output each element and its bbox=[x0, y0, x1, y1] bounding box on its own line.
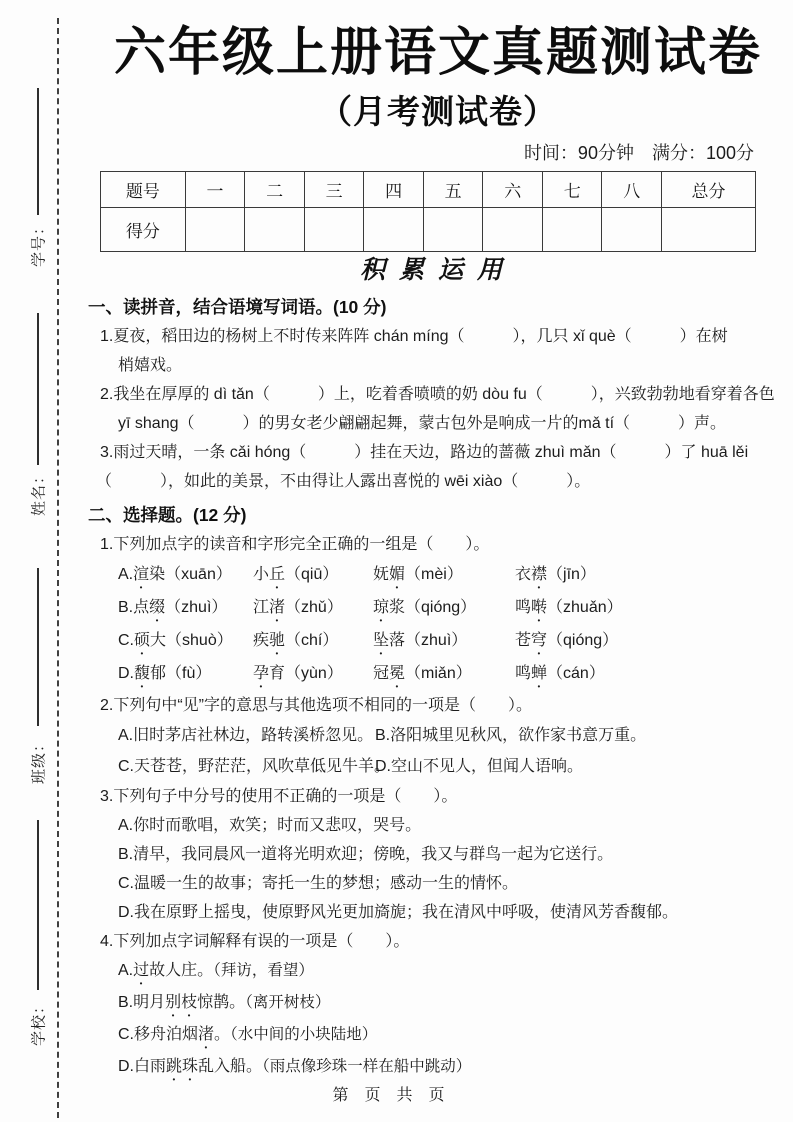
score-table-header-cell: 四 bbox=[364, 172, 424, 208]
option-cell bbox=[253, 658, 373, 691]
option-line: D.我在原野上摇曳，使原野风光更加旖旎；我在清风中呼吸，使清风芳香馥郁。 bbox=[118, 904, 679, 921]
option-line: A.旧时茅店社林边，路转溪桥忽见。 bbox=[118, 727, 374, 744]
score-blank-cell bbox=[423, 208, 483, 252]
question-line: 3.雨过天晴，一条 cǎi hóng（ ）挂在天边，路边的蔷薇 zhuì mǎn（ ）了 huā lěi bbox=[100, 444, 749, 461]
option-line bbox=[88, 1052, 788, 1084]
text-segment: （chí） bbox=[285, 632, 339, 649]
class-fill-line bbox=[37, 568, 39, 726]
score-blank-cell bbox=[185, 208, 245, 252]
score-blank-cell bbox=[483, 208, 543, 252]
score-table-header-row bbox=[101, 172, 756, 208]
option-line: A.你时而歌唱，欢笑；时而又悲叹，哭号。 bbox=[118, 817, 422, 834]
option-cell bbox=[253, 559, 373, 592]
question-stem: 2.下列句中“见”字的意思与其他选项不相同的一项是（ ）。 bbox=[100, 697, 533, 714]
option-line bbox=[88, 1020, 788, 1052]
option-line: D.空山不见人，但闻人语响。 bbox=[375, 758, 584, 775]
score-blank-cell bbox=[304, 208, 364, 252]
option-cell bbox=[515, 658, 788, 691]
dotted-char: 渲 bbox=[133, 566, 150, 583]
text-segment: 大（shuò） bbox=[150, 632, 233, 649]
dotted-char: 硕 bbox=[134, 632, 151, 649]
text-segment: A. bbox=[118, 962, 134, 979]
dotted-char: 坠 bbox=[373, 632, 390, 649]
text-segment: 落（zhuì） bbox=[389, 632, 468, 649]
score-table-header-cell: 七 bbox=[542, 172, 602, 208]
dotted-char: 缀 bbox=[149, 599, 166, 616]
option-cell bbox=[253, 592, 373, 625]
score-blank-cell bbox=[542, 208, 602, 252]
name-fill-line bbox=[37, 313, 39, 465]
question-line: 2.我坐在厚厚的 dì tǎn（ ）上，吃着香喷喷的奶 dòu fu（ ），兴致勃勃地看穿着各色 bbox=[100, 386, 775, 403]
score-table-header-cell: 六 bbox=[483, 172, 543, 208]
option-cell bbox=[373, 625, 515, 658]
question-stem: 4.下列加点字词解释有误的一项是（ ）。 bbox=[100, 933, 410, 950]
dotted-char: 襟 bbox=[531, 566, 548, 583]
score-table-score-row bbox=[101, 208, 756, 252]
option-cell bbox=[118, 559, 253, 592]
page-footer: 第页共页 bbox=[332, 1087, 461, 1104]
dotted-char: 过 bbox=[133, 962, 150, 979]
text-segment: 育（yùn） bbox=[269, 665, 343, 682]
text-segment: 浆（qióng） bbox=[389, 599, 477, 616]
question-stem: 1.下列加点字的读音和字形完全正确的一组是（ ）。 bbox=[100, 536, 490, 553]
dotted-char: 穹 bbox=[531, 632, 548, 649]
score-table-header-cell: 一 bbox=[185, 172, 245, 208]
q1-options-grid bbox=[118, 559, 788, 691]
section1-heading: 一、读拼音，结合语境写词语。(10 分) bbox=[88, 297, 387, 317]
text-segment: （zhǔ） bbox=[285, 599, 343, 616]
text-segment: 衣 bbox=[515, 566, 532, 583]
exam-title: 六年级上册语文真题测试卷 bbox=[113, 24, 762, 82]
option-cell bbox=[253, 625, 373, 658]
time-score-info: 时间：90分钟 满分：100分 bbox=[523, 143, 754, 163]
text-segment: （qióng） bbox=[547, 632, 619, 649]
text-segment: D.白雨 bbox=[118, 1058, 167, 1075]
dotted-char: 跳珠 bbox=[166, 1058, 199, 1075]
option-cell bbox=[118, 625, 253, 658]
option-cell bbox=[373, 592, 515, 625]
text-segment: （zhuǎn） bbox=[547, 599, 623, 616]
student-id-fill-line bbox=[37, 88, 39, 215]
text-segment: （miǎn） bbox=[405, 665, 472, 682]
text-segment: 冠 bbox=[373, 665, 390, 682]
exam-subtitle: （月考测试卷） bbox=[319, 93, 557, 130]
score-blank-cell bbox=[364, 208, 424, 252]
score-table bbox=[100, 171, 756, 252]
option-line: B.清早，我同晨风一道将光明欢迎；傍晚，我又与群鸟一起为它送行。 bbox=[118, 846, 614, 863]
option-line: C.天苍苍，野茫茫，风吹草低见牛羊。 bbox=[118, 758, 391, 775]
text-segment: C. bbox=[118, 632, 134, 649]
q2-options-grid bbox=[118, 720, 788, 782]
score-blank-cell bbox=[602, 208, 662, 252]
text-segment: 郁（fù） bbox=[150, 665, 212, 682]
binding-dashed-line bbox=[57, 18, 59, 1118]
score-row-label: 得分 bbox=[101, 208, 186, 252]
name-label: 姓名： bbox=[30, 467, 48, 517]
dotted-char: 啭 bbox=[531, 599, 548, 616]
option-line bbox=[88, 956, 788, 988]
text-segment: B.点 bbox=[118, 599, 150, 616]
text-segment: 乱入船。 bbox=[198, 1058, 263, 1075]
dotted-char: 馥 bbox=[134, 665, 151, 682]
option-cell bbox=[515, 625, 788, 658]
score-table-header-cell: 总分 bbox=[662, 172, 756, 208]
text-segment: 鸣 bbox=[515, 665, 532, 682]
dotted-char: 丘 bbox=[269, 566, 286, 583]
score-table-header-cell: 二 bbox=[245, 172, 305, 208]
student-id-label: 学号： bbox=[30, 218, 48, 268]
score-blank-cell bbox=[662, 208, 756, 252]
continuation-line: （ ），如此的美景，不由得让人露出喜悦的 wēi xiào（ ）。 bbox=[96, 473, 591, 490]
score-table-header-cell: 题号 bbox=[101, 172, 186, 208]
text-segment: 。 bbox=[214, 1026, 231, 1043]
text-segment: A. bbox=[118, 566, 134, 583]
class-label: 班级： bbox=[30, 735, 48, 785]
dotted-char: 媚 bbox=[389, 566, 406, 583]
option-cell bbox=[118, 658, 253, 691]
dotted-char: 孕 bbox=[253, 665, 270, 682]
score-table-header-cell: 五 bbox=[423, 172, 483, 208]
text-segment: （mèi） bbox=[405, 566, 463, 583]
score-blank-cell bbox=[245, 208, 305, 252]
continuation-line: 梢嬉戏。 bbox=[118, 357, 183, 374]
text-segment: C.移舟泊烟 bbox=[118, 1026, 199, 1043]
school-label: 学校： bbox=[30, 997, 48, 1047]
continuation-line: yī shang（ ）的男女老少翩翩起舞，蒙古包外是响成一片的mǎ tí（ ）声。 bbox=[118, 415, 727, 432]
score-table-header-cell: 八 bbox=[602, 172, 662, 208]
option-line bbox=[88, 988, 788, 1020]
option-cell bbox=[373, 559, 515, 592]
option-line: C.温暖一生的故事；寄托一生的梦想；感动一生的情怀。 bbox=[118, 875, 519, 892]
school-fill-line bbox=[37, 820, 39, 990]
option-cell bbox=[373, 658, 515, 691]
text-segment: 妩 bbox=[373, 566, 390, 583]
option-cell bbox=[515, 592, 788, 625]
text-segment: B.明月 bbox=[118, 994, 166, 1011]
option-cell bbox=[118, 592, 253, 625]
text-segment: （cán） bbox=[547, 665, 605, 682]
text-segment: （zhuì） bbox=[165, 599, 228, 616]
score-table-header-cell: 三 bbox=[304, 172, 364, 208]
text-segment: 鸣 bbox=[515, 599, 532, 616]
text-segment: （jīn） bbox=[547, 566, 596, 583]
text-segment: D. bbox=[118, 665, 134, 682]
text-segment: 染（xuān） bbox=[149, 566, 232, 583]
dotted-char: 渚 bbox=[198, 1026, 215, 1043]
dotted-char: 蝉 bbox=[531, 665, 548, 682]
dotted-char: 琼 bbox=[373, 599, 390, 616]
text-segment: （水中间的小块陆地） bbox=[230, 1026, 378, 1043]
text-segment: 故人庄。 bbox=[149, 962, 214, 979]
text-segment: 苍 bbox=[515, 632, 532, 649]
question-line: 1.夏夜，稻田边的杨树上不时传来阵阵 chán míng（ ），几只 xǐ què（ ）在树 bbox=[100, 328, 728, 345]
question-stem: 3.下列句子中分号的使用不正确的一项是（ ）。 bbox=[100, 788, 458, 805]
text-segment: 小 bbox=[253, 566, 270, 583]
exam-content bbox=[88, 0, 788, 1084]
text-segment: 疾 bbox=[253, 632, 270, 649]
text-segment: 惊鹊。 bbox=[197, 994, 246, 1011]
option-line: B.洛阳城里见秋风，欲作家书意万重。 bbox=[375, 727, 647, 744]
section2-heading: 二、选择题。(12 分) bbox=[88, 505, 247, 525]
text-segment: （雨点像珍珠一样在船中跳动） bbox=[262, 1058, 472, 1075]
text-segment: （拜访，看望） bbox=[213, 962, 314, 979]
section-banner: 积累运用 bbox=[359, 257, 516, 284]
text-segment: 江 bbox=[253, 599, 270, 616]
text-segment: （离开树枝） bbox=[245, 994, 331, 1011]
dotted-char: 冕 bbox=[389, 665, 406, 682]
dotted-char: 驰 bbox=[269, 632, 286, 649]
dotted-char: 渚 bbox=[269, 599, 286, 616]
option-cell bbox=[515, 559, 788, 592]
dotted-char: 别枝 bbox=[165, 994, 198, 1011]
text-segment: （qiū） bbox=[285, 566, 339, 583]
